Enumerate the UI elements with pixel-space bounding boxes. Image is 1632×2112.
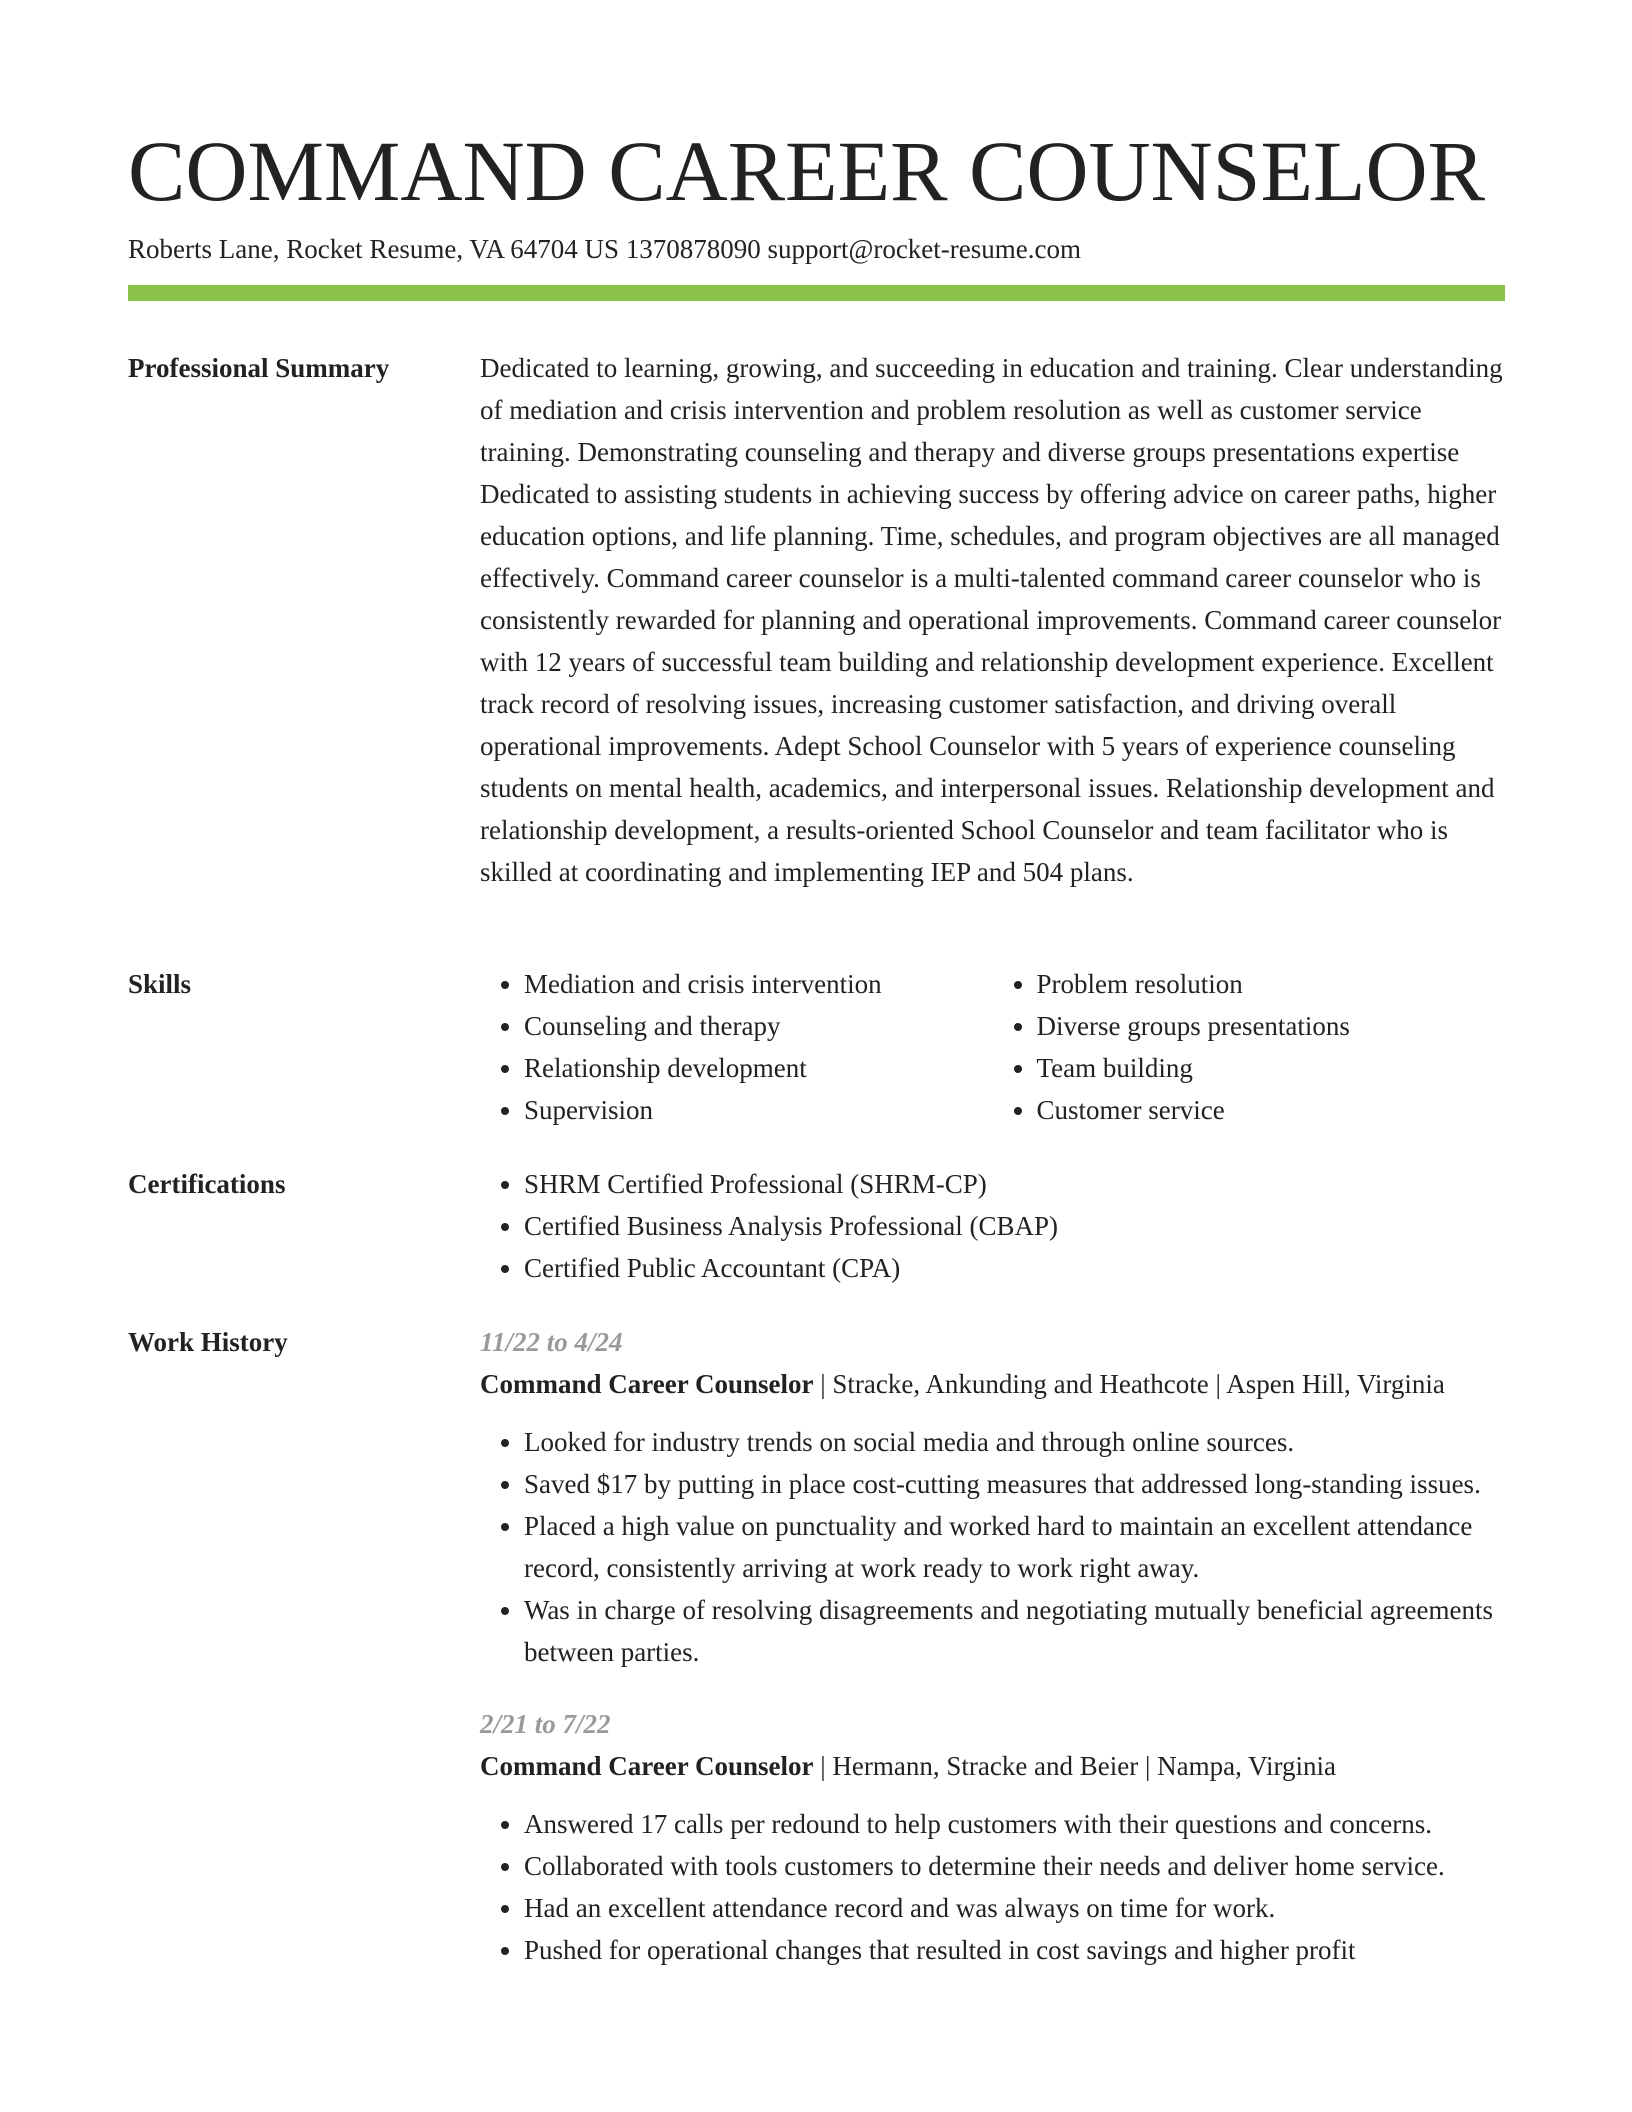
job-entry — [480, 1321, 1505, 1673]
accent-divider — [128, 285, 1505, 301]
job-bullet: • Saved $17 by putting in place cost-cutting measures that addressed long-standing issues. — [524, 1463, 1505, 1505]
summary-label: Professional Summary — [128, 353, 390, 383]
skill-item: • Team building — [1037, 1047, 1506, 1089]
skill-item: • Counseling and therapy — [524, 1005, 993, 1047]
job-title: Command Career Counselor — [480, 1369, 814, 1399]
job-bullet: • Was in charge of resolving disagreements and negotiating mutually beneficial agreements between parties. — [524, 1589, 1505, 1673]
skill-item: • Supervision — [524, 1089, 993, 1131]
resume-name: COMMAND CAREER COUNSELOR — [128, 123, 1486, 219]
job-bullet: • Pushed for operational changes that resulted in cost savings and higher profit — [524, 1929, 1505, 1971]
job-entry — [480, 1703, 1505, 1971]
job-bullet: • Collaborated with tools customers to determine their needs and deliver home service. — [524, 1845, 1505, 1887]
skills-list-right — [993, 963, 1506, 1131]
skill-item: • Mediation and crisis intervention — [524, 963, 993, 1005]
job-bullet: • Had an excellent attendance record and was always on time for work. — [524, 1887, 1505, 1929]
summary-text: Dedicated to learning, growing, and succeeding in education and training. Clear understanding of mediation and crisis intervention and problem resolution as well as customer service training. Demonstrating counseling and therapy and diverse groups presentations expertise Dedicated to assisting students in achieving success by offering advice on career paths, higher education options, and life planning. Time, schedules, and program objectives are all managed effectively. Command career counselor is a multi-talented command career counselor who is consistently rewarded for planning and operational improvements. Command career counselor with 12 years of successful team building and relationship development experience. Excellent track record of resolving issues, increasing customer satisfaction, and driving overall operational improvements. Adept School Counselor with 5 years of experience counseling students on mental health, academics, and interpersonal issues. Relationship development and relationship development, a results-oriented School Counselor and team facilitator who is skilled at coordinating and implementing IEP and 504 plans. — [480, 353, 1503, 887]
skills-content — [480, 963, 1505, 1131]
skill-item: • Relationship development — [524, 1047, 993, 1089]
job-bullet: • Placed a high value on punctuality and worked hard to maintain an excellent attendance record, consistently arriving at work ready to work right away. — [524, 1505, 1505, 1589]
work-history-content — [480, 1321, 1505, 2001]
job-heading — [480, 1745, 1505, 1787]
job-employer: | Stracke, Ankunding and Heathcote | Aspen Hill, Virginia — [813, 1369, 1445, 1399]
job-heading — [480, 1363, 1505, 1405]
contact-info: Roberts Lane, Rocket Resume, VA 64704 US 1370878090 support@rocket-resume.com — [128, 234, 1081, 264]
job-dates: 2/21 to 7/22 — [480, 1709, 611, 1739]
work-history-label: Work History — [128, 1327, 288, 1357]
certifications-content — [480, 1163, 1505, 1289]
job-employer: | Hermann, Stracke and Beier | Nampa, Virginia — [813, 1751, 1337, 1781]
skill-item: • Customer service — [1037, 1089, 1506, 1131]
job-bullet: • Answered 17 calls per redound to help customers with their questions and concerns. — [524, 1803, 1505, 1845]
job-bullet: • Looked for industry trends on social media and through online sources. — [524, 1421, 1505, 1463]
certification-item: • SHRM Certified Professional (SHRM-CP) — [524, 1163, 1505, 1205]
skill-item: • Problem resolution — [1037, 963, 1506, 1005]
certification-item: • Certified Business Analysis Professional (CBAP) — [524, 1205, 1505, 1247]
certification-item: • Certified Public Accountant (CPA) — [524, 1247, 1505, 1289]
job-title: Command Career Counselor — [480, 1751, 814, 1781]
certifications-label: Certifications — [128, 1169, 286, 1199]
skills-list-left — [480, 963, 993, 1131]
skill-item: • Diverse groups presentations — [1037, 1005, 1506, 1047]
skills-label: Skills — [128, 969, 192, 999]
job-dates: 11/22 to 4/24 — [480, 1327, 623, 1357]
